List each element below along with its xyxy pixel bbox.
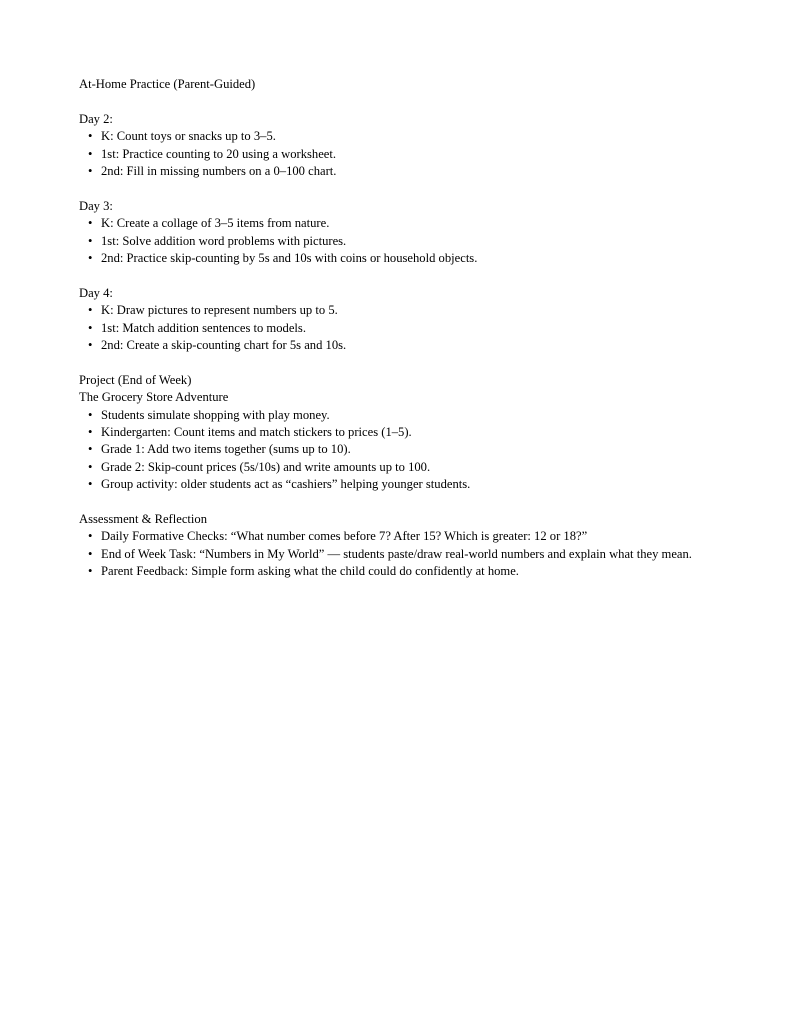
day-4-title: Day 4: <box>79 285 113 300</box>
spacer <box>79 494 709 511</box>
bullet-icon: • <box>88 233 93 248</box>
spacer <box>79 354 709 371</box>
list-item <box>79 320 709 337</box>
day-3-list <box>79 215 709 267</box>
list-item <box>79 250 709 267</box>
list-item-text: Parent Feedback: Simple form asking what the child could do confidently at home. <box>101 564 519 579</box>
day-4-list <box>79 302 709 354</box>
list-item <box>79 424 709 441</box>
bullet-icon: • <box>88 546 93 561</box>
list-item-text: K: Create a collage of 3–5 items from nature. <box>101 216 330 231</box>
bullet-icon: • <box>88 320 93 335</box>
list-item-text: Group activity: older students act as “cashiers” helping younger students. <box>101 477 471 492</box>
bullet-icon: • <box>88 564 93 579</box>
bullet-icon: • <box>88 251 93 266</box>
assessment-title: Assessment & Reflection <box>79 512 208 527</box>
list-item <box>79 163 709 180</box>
bullet-icon: • <box>88 477 93 492</box>
document-page <box>79 76 709 581</box>
list-item <box>79 146 709 163</box>
project-subtitle: The Grocery Store Adventure <box>79 390 229 405</box>
list-item <box>79 476 709 493</box>
bullet-icon: • <box>88 129 93 144</box>
spacer <box>79 267 709 284</box>
list-item-text: 2nd: Create a skip-counting chart for 5s and 10s. <box>101 338 347 353</box>
bullet-icon: • <box>88 459 93 474</box>
bullet-icon: • <box>88 338 93 353</box>
list-item <box>79 128 709 145</box>
list-item-text: 1st: Practice counting to 20 using a worksheet. <box>101 146 337 161</box>
day-2-list <box>79 128 709 180</box>
bullet-icon: • <box>88 146 93 161</box>
project-list <box>79 407 709 494</box>
list-item-text: K: Count toys or snacks up to 3–5. <box>101 129 276 144</box>
project-title: Project (End of Week) <box>79 372 192 387</box>
list-item-text: 1st: Solve addition word problems with pictures. <box>101 233 347 248</box>
list-item <box>79 528 709 545</box>
list-item <box>79 215 709 232</box>
list-item <box>79 337 709 354</box>
bullet-icon: • <box>88 425 93 440</box>
bullet-icon: • <box>88 442 93 457</box>
bullet-icon: • <box>88 216 93 231</box>
list-item-text: 2nd: Fill in missing numbers on a 0–100 chart. <box>101 164 337 179</box>
spacer <box>79 93 709 110</box>
list-item-text: Daily Formative Checks: “What number comes before 7? After 15? Which is greater: 12 or 18?” <box>101 529 588 544</box>
list-item-text: Grade 1: Add two items together (sums up to 10). <box>101 442 351 457</box>
list-item-text: Grade 2: Skip-count prices (5s/10s) and write amounts up to 100. <box>101 459 431 474</box>
list-item-text: K: Draw pictures to represent numbers up to 5. <box>101 303 338 318</box>
bullet-icon: • <box>88 303 93 318</box>
spacer <box>79 180 709 197</box>
bullet-icon: • <box>88 164 93 179</box>
bullet-icon: • <box>88 529 93 544</box>
list-item <box>79 441 709 458</box>
list-item <box>79 546 709 563</box>
list-item-text: End of Week Task: “Numbers in My World” — students paste/draw real-world numbers and explain what they mean. <box>101 546 692 561</box>
day-3-title: Day 3: <box>79 198 113 213</box>
assessment-list <box>79 528 709 580</box>
list-item <box>79 407 709 424</box>
day-2-title: Day 2: <box>79 111 113 126</box>
list-item <box>79 563 709 580</box>
list-item <box>79 233 709 250</box>
list-item-text: Kindergarten: Count items and match stickers to prices (1–5). <box>101 425 412 440</box>
list-item-text: Students simulate shopping with play money. <box>101 407 330 422</box>
list-item-text: 1st: Match addition sentences to models. <box>101 320 306 335</box>
bullet-icon: • <box>88 407 93 422</box>
list-item <box>79 302 709 319</box>
section-heading: At-Home Practice (Parent-Guided) <box>79 77 256 91</box>
list-item <box>79 459 709 476</box>
list-item-text: 2nd: Practice skip-counting by 5s and 10s with coins or household objects. <box>101 251 478 266</box>
